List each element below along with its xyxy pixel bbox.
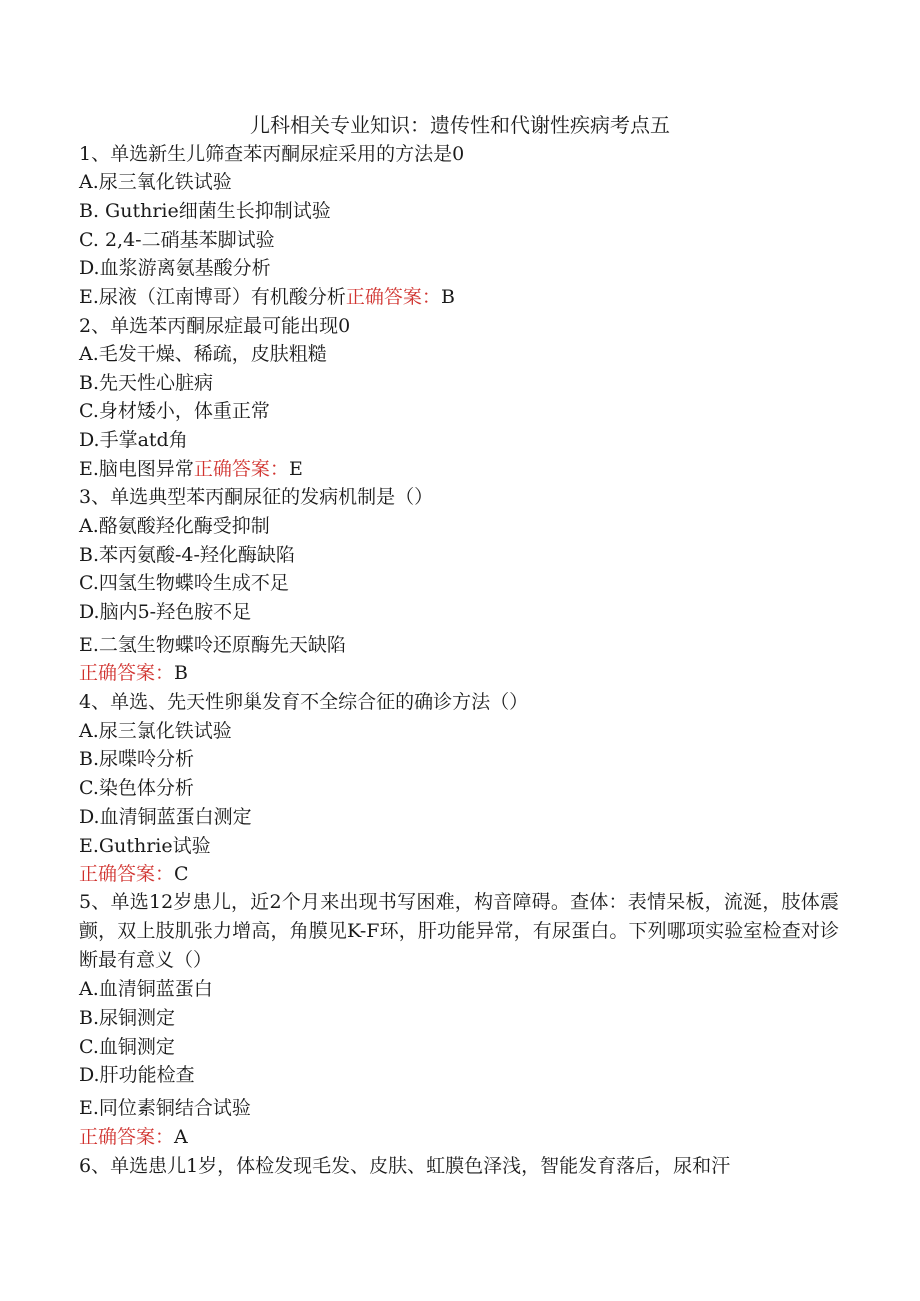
question-2-option-b: B.先天性心脏病 [79,372,214,394]
question-2-stem: 2、单选苯丙酮尿症最可能出现0 [79,315,351,337]
question-4-answer-row [79,860,839,888]
question-2-answer: E [288,458,303,480]
question-3-option-c: C.四氢生物蝶呤生成不足 [79,572,289,594]
question-4-option-c: C.染色体分析 [79,777,194,799]
question-5-answer-label: 正确答案： [79,1126,175,1148]
question-3-option-d: D.脑内5-羟色胺不足 [79,601,252,623]
question-3-option-b: B.苯丙氨酸-4-羟化酶缺陷 [79,544,295,566]
question-3-answer-row [79,659,839,687]
question-4-answer-label: 正确答案： [79,863,175,885]
question-6-stem: 6、单选患儿1岁，体检发现毛发、皮肤、虹膜色泽浅，智能发育落后，尿和汗 [79,1155,731,1177]
question-4-answer: C [174,863,189,885]
question-4-stem: 4、单选、先天性卵巢发育不全综合征的确诊方法（） [79,691,529,713]
question-1-option-b: B. Guthrie细菌生长抑制试验 [79,200,331,222]
question-1-option-e: E.尿液（江南博哥）有机酸分析 [79,286,346,308]
question-1-option-a: A.尿三氧化铁试验 [79,171,232,193]
question-1-option-c: C. 2,4-二硝基苯脚试验 [79,229,275,251]
question-2-option-a: A.毛发干燥、稀疏，皮肤粗糙 [79,343,327,365]
question-3-option-a: A.酪氨酸羟化酶受抑制 [79,515,270,537]
question-2-option-e-row [79,455,839,483]
question-1-option-d: D.血浆游离氨基酸分析 [79,257,271,279]
question-2-option-c: C.身材矮小，体重正常 [79,400,270,422]
question-5-answer: A [174,1126,188,1148]
question-1-stem: 1、单选新生儿筛查苯丙酮尿症采用的方法是0 [79,143,465,165]
question-3-answer-label: 正确答案： [79,662,175,684]
question-4-option-e: E.Guthrie试验 [79,835,211,857]
question-4-option-b: B.尿喋呤分析 [79,748,195,770]
question-5-stem: 5、单选12岁患儿，近2个月来出现书写困难，构音障碍。查体：表情呆板，流涎，肢体震颤，双上肢肌张力增高，角膜见K-F环，肝功能异常，有尿蛋白。下列哪项实验室检查对诊断最有意义（） [79,891,839,971]
question-4-option-a: A.尿三氯化铁试验 [79,720,232,742]
question-4-option-d: D.血清铜蓝蛋白测定 [79,806,252,828]
question-2-option-e: E.脑电图异常 [79,458,194,480]
question-3-stem: 3、单选典型苯丙酮尿征的发病机制是（） [79,486,434,508]
question-1-option-e-row [79,283,839,311]
question-5-option-c: C.血铜测定 [79,1036,175,1058]
question-1-answer-label: 正确答案： [345,286,441,308]
question-5-option-b: B.尿铜测定 [79,1007,176,1029]
question-5-option-e: E.同位素铜结合试验 [79,1097,251,1119]
question-2-option-d: D.手掌atd角 [79,429,188,451]
question-5-option-d: D.肝功能检查 [79,1064,195,1086]
question-3-answer: B [174,662,188,684]
question-5-option-a: A.血清铜蓝蛋白 [79,978,213,1000]
question-5-answer-row [79,1123,839,1151]
question-1-answer: B [440,286,455,308]
question-3-option-e: E.二氢生物蝶呤还原酶先天缺陷 [79,634,346,656]
page-title: 儿科相关专业知识：遗传性和代谢性疾病考点五 [250,113,670,137]
question-2-answer-label: 正确答案： [193,458,289,480]
